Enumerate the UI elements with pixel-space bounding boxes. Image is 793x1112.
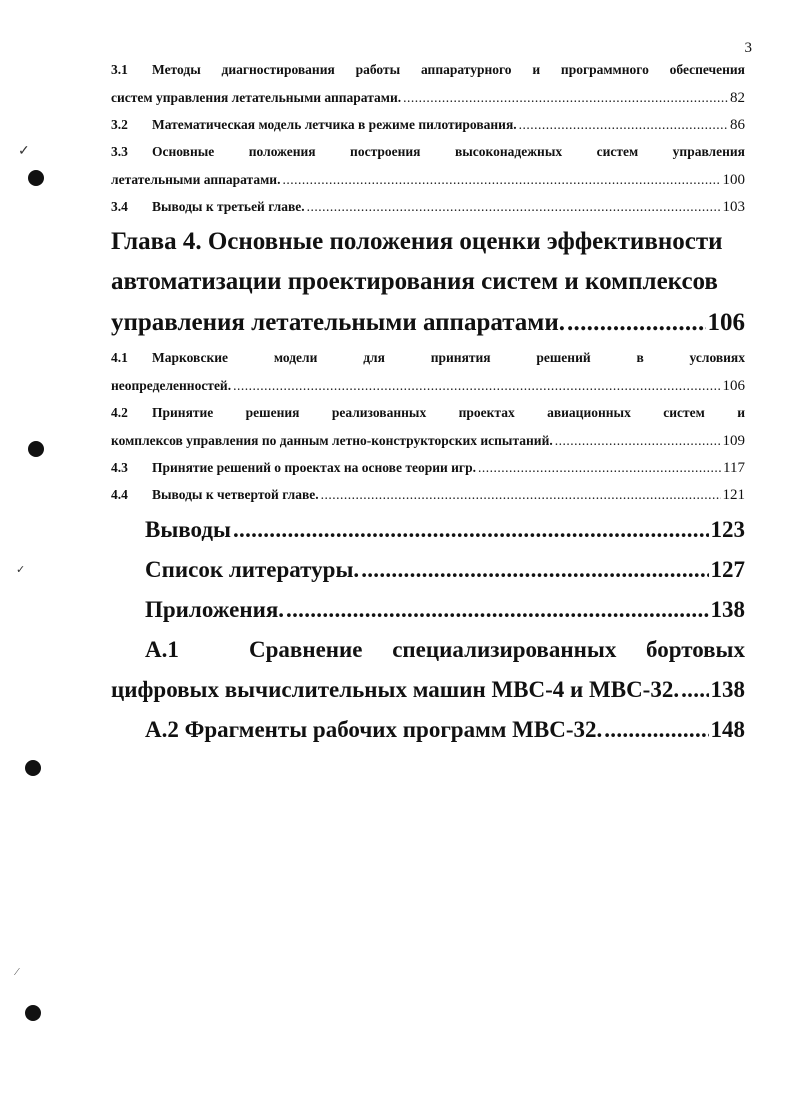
dot-leader	[307, 193, 721, 220]
section-number: 4.4	[111, 487, 128, 502]
toc-entry-3-4[interactable]	[111, 193, 745, 220]
dot-leader	[361, 550, 708, 590]
margin-check-mark: ✓	[16, 564, 26, 576]
toc-chapter-4[interactable]	[111, 222, 745, 344]
dot-leader	[478, 454, 721, 481]
toc-appendices[interactable]	[145, 590, 745, 630]
dot-leader	[403, 84, 728, 111]
dot-leader	[519, 111, 728, 138]
section-title-line1: Основные положения построения высоконадежных систем управления	[152, 144, 745, 159]
page-ref: 138	[710, 677, 745, 702]
section-title-line1: Принятие решения реализованных проектах авиационных систем и	[152, 405, 745, 420]
section-title: Принятие решений о проектах на основе теории игр.	[152, 460, 476, 475]
section-number: 3.4	[111, 199, 128, 214]
appendix-title-line1: Сравнение специализированных бортовых	[249, 637, 745, 662]
toc-conclusions[interactable]	[145, 510, 745, 550]
dot-leader	[681, 670, 708, 710]
section-number: 4.3	[111, 460, 128, 475]
toc-entry-3-2[interactable]	[111, 111, 745, 138]
section-title-line2: систем управления летательными аппаратами.	[111, 90, 402, 105]
section-number: 3.1	[111, 62, 128, 77]
toc-references[interactable]	[145, 550, 745, 590]
toc-entry-3-1[interactable]	[111, 56, 745, 111]
dot-leader	[233, 372, 720, 399]
page-ref: 106	[707, 309, 745, 336]
toc-appendix-a2[interactable]	[145, 710, 745, 750]
section-number: 3.2	[111, 117, 128, 132]
dot-leader	[286, 590, 708, 630]
toc-entry-4-1[interactable]	[111, 344, 745, 399]
page-ref: 100	[722, 172, 745, 188]
toc-entry-4-4[interactable]	[111, 481, 745, 508]
section-title-line2: летательными аппаратами.	[111, 172, 281, 187]
section-number: 3.3	[111, 144, 128, 159]
conclusions-title: Выводы	[145, 517, 231, 542]
dot-leader	[604, 710, 708, 750]
margin-check-mark: ⁄	[16, 966, 18, 978]
page-ref: 103	[722, 199, 745, 215]
appendix-number: А.1	[145, 637, 179, 662]
table-of-contents	[111, 56, 745, 750]
page-ref: 148	[710, 717, 745, 742]
page-ref: 117	[723, 460, 745, 476]
section-title: Выводы к четвертой главе.	[152, 487, 319, 502]
appendix-title-line2: цифровых вычислительных машин МВС-4 и МВС-32.	[111, 677, 680, 702]
toc-entry-4-3[interactable]	[111, 454, 745, 481]
page-ref: 109	[722, 433, 745, 449]
section-title-line2: неопределенностей.	[111, 378, 232, 393]
chapter-title-line2: автоматизации проектирования систем и комплексов	[111, 268, 718, 295]
page-ref: 82	[730, 90, 745, 106]
page-ref: 86	[730, 117, 745, 133]
page-ref: 123	[710, 517, 745, 542]
page-ref: 138	[710, 597, 745, 622]
page-ref: 106	[722, 378, 745, 394]
dot-leader	[567, 302, 706, 344]
section-title-line1: Марковские модели для принятия решений в условиях	[152, 350, 745, 365]
appendices-title: Приложения.	[145, 597, 285, 622]
dot-leader	[233, 510, 709, 550]
punch-hole	[28, 170, 44, 186]
page-ref: 127	[710, 557, 745, 582]
section-number: 4.2	[111, 405, 128, 420]
section-title: Математическая модель летчика в режиме пилотирования.	[152, 117, 517, 132]
chapter-title-line3: управления летательными аппаратами.	[111, 309, 565, 336]
margin-check-mark: ✓	[18, 144, 30, 159]
toc-appendix-a1[interactable]	[111, 630, 745, 710]
references-title: Список литературы.	[145, 557, 360, 582]
section-number: 4.1	[111, 350, 128, 365]
toc-entry-4-2[interactable]	[111, 399, 745, 454]
toc-entry-3-3[interactable]	[111, 138, 745, 193]
dot-leader	[555, 427, 721, 454]
section-title-line2: комплексов управления по данным летно-конструкторских испытаний.	[111, 433, 553, 448]
dot-leader	[282, 166, 720, 193]
page-number: 3	[744, 40, 752, 56]
punch-hole	[25, 760, 41, 776]
page-ref: 121	[722, 487, 745, 503]
punch-hole	[28, 441, 44, 457]
chapter-title-line1: Глава 4. Основные положения оценки эффективности	[111, 228, 723, 255]
punch-hole	[25, 1005, 41, 1021]
appendix-a2-title: А.2 Фрагменты рабочих программ МВС-32.	[145, 717, 603, 742]
dot-leader	[321, 481, 721, 508]
section-title-line1: Методы диагностирования работы аппаратурного и программного обеспечения	[152, 62, 745, 77]
section-title: Выводы к третьей главе.	[152, 199, 305, 214]
